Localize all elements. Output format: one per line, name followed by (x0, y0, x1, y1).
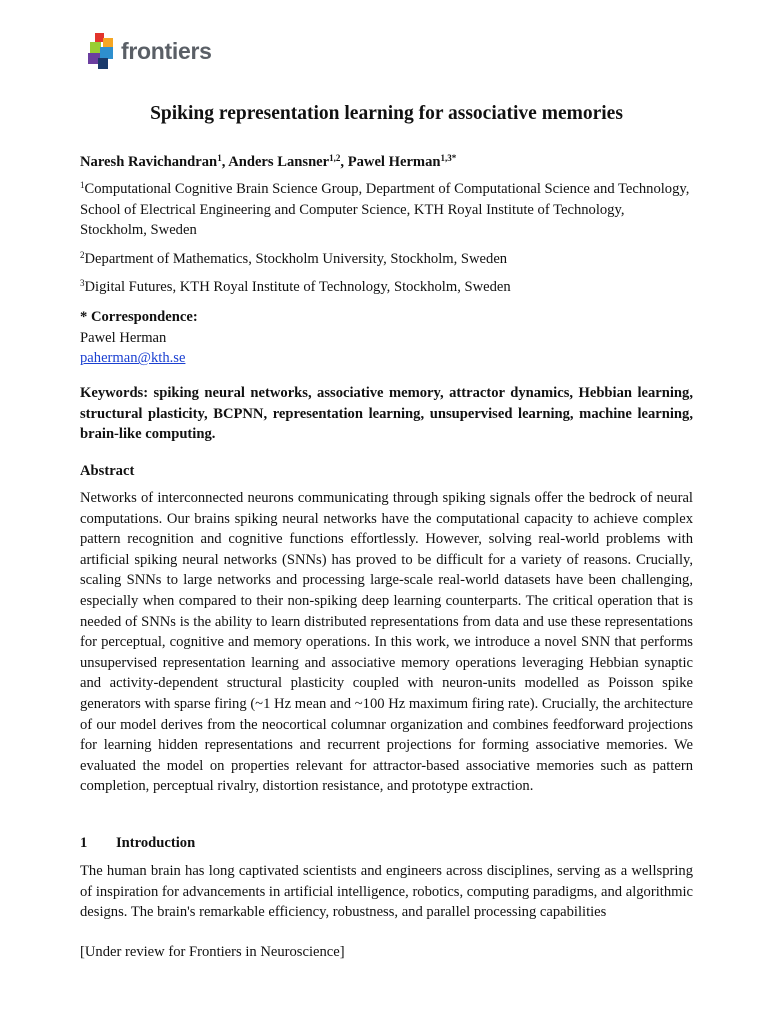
page-footer: [Under review for Frontiers in Neuroscience] (80, 944, 345, 960)
section-number: 1 (80, 835, 88, 851)
author-affiliation-sup: 1,3* (440, 153, 457, 163)
section-title: Introduction (116, 835, 196, 851)
logo-tile (100, 47, 113, 59)
correspondence-heading: * Correspondence: (80, 309, 198, 325)
logo-tile (103, 38, 113, 48)
affiliation-text: Digital Futures, KTH Royal Institute of Technology, Stockholm, Sweden (84, 279, 511, 295)
affiliation-sup: 3 (80, 278, 85, 288)
logo-tile (98, 58, 108, 69)
abstract-heading: Abstract (80, 463, 135, 479)
section-heading (80, 833, 693, 854)
author-affiliation-sup: 1,2 (329, 153, 341, 163)
correspondence-email-link[interactable]: paherman@kth.se (80, 350, 186, 367)
abstract-text: Networks of interconnected neurons communicating through spiking signals offer the bedrock of neural computations. Our brains spiking neural networks have the computational capacity to achieve complex pattern recognition and cognitive functions effortlessly. However, solving real-world problems with artificial spiking neural networks (SNNs) has proved to be difficult for a variety of reasons. Crucially, scaling SNNs to large networks and processing large-scale real-world datasets have been challenging, especially when compared to their non-spiking deep learning counterparts. The critical operation that is needed of SNNs is the ability to learn distributed representations from data and use these representations for perceptual, cognitive and memory operations. In this work, we introduce a novel SNN that performs unsupervised representation learning and associative memory operations leveraging Hebbian synaptic and activity-dependent structural plasticity coupled with neuron-units modelled as Poisson spike generators with sparse firing (~1 Hz mean and ~100 Hz maximum firing rate). Crucially, the architecture of our model derives from the neocortical columnar organization and combines feedforward projections for learning hidden representations and recurrent projections for forming associative memories. We evaluated the model on properties relevant for attractor-based associative memories such as pattern completion, perceptual rivalry, distortion resistance, and prototype extraction. (80, 490, 693, 795)
paper-title: Spiking representation learning for associative memories (150, 103, 623, 124)
logo-text: frontiers (121, 37, 212, 64)
author-name: Anders Lansner (228, 154, 330, 170)
correspondence-name: Pawel Herman (80, 329, 167, 346)
author-name: Pawel Herman (347, 154, 441, 170)
affiliation-text: Computational Cognitive Brain Science Group, Department of Computational Science and Technology, School of Electrical Engineering and Computer Science, KTH Royal Institute of Technology, Stockholm, Sweden (80, 181, 690, 239)
affiliation-sup: 2 (80, 250, 85, 260)
correspondence (80, 307, 693, 369)
frontiers-logo[interactable] (88, 33, 212, 69)
affiliation-1 (80, 179, 693, 241)
affiliation-3 (80, 277, 693, 298)
affiliation-sup: 1 (80, 180, 85, 190)
author-list (80, 152, 693, 173)
author-separator: , (340, 154, 348, 170)
author-separator: , (221, 154, 229, 170)
logo-tile (95, 33, 104, 42)
logo-tile (90, 42, 101, 53)
author-name: Naresh Ravichandran (80, 154, 218, 170)
introduction-text: The human brain has long captivated scientists and engineers across disciplines, serving as a wellspring of inspiration for advancements in artificial intelligence, robotics, computing paradigms, and algorithmic designs. The brain's remarkable efficiency, robustness, and parallel processing capabilities (80, 863, 693, 921)
frontiers-logo-icon (88, 33, 118, 69)
keywords: Keywords: spiking neural networks, associative memory, attractor dynamics, Hebbian learning, structural plasticity, BCPNN, representation learning, unsupervised learning, machine learning, brain-like computing. (80, 385, 693, 443)
affiliation-2 (80, 249, 693, 270)
author-affiliation-sup: 1 (217, 153, 222, 163)
affiliation-text: Department of Mathematics, Stockholm University, Stockholm, Sweden (84, 251, 508, 267)
